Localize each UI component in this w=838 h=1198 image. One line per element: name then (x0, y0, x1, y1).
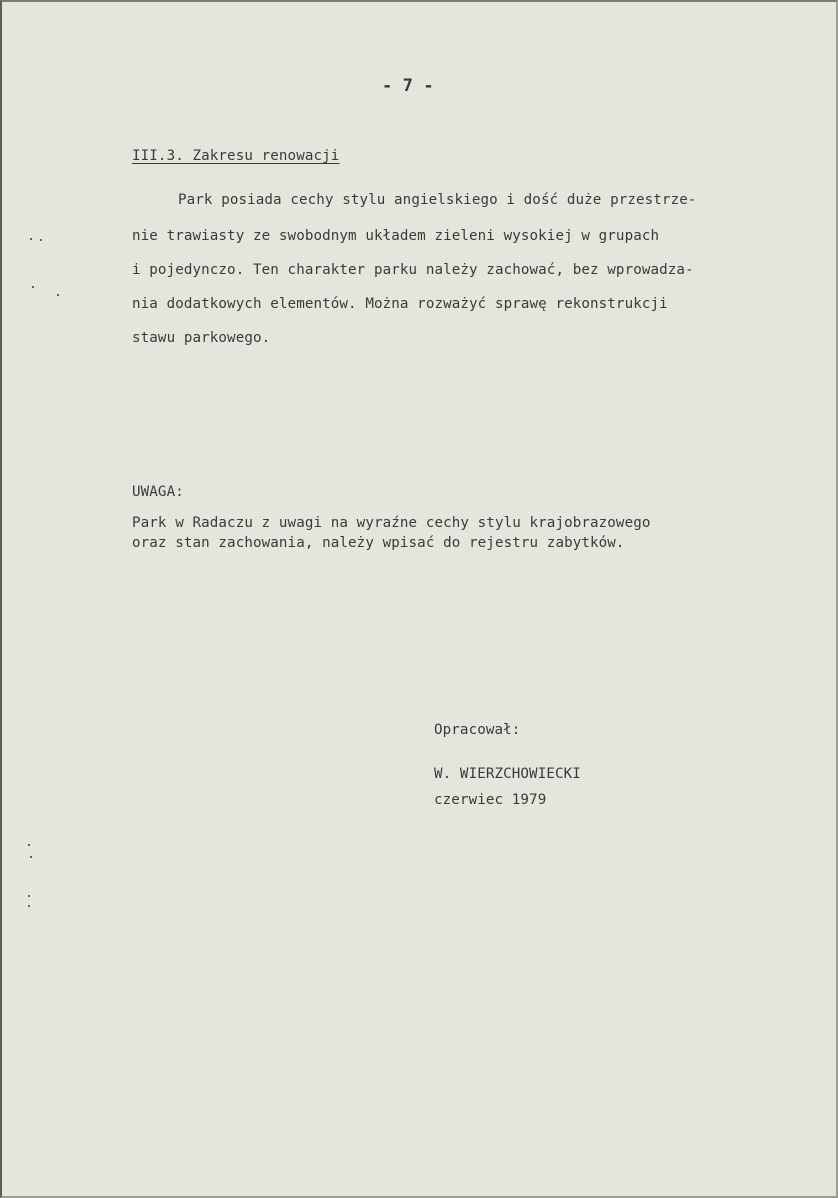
note-title: UWAGA: (132, 484, 184, 500)
scan-speck (28, 895, 30, 897)
scan-speck (32, 286, 34, 288)
scan-speck (30, 856, 32, 858)
scan-speck (30, 238, 32, 240)
scan-speck (28, 844, 30, 846)
section-heading: III.3. Zakresu renowacji (132, 148, 340, 164)
page-number: - 7 - (382, 76, 434, 96)
paragraph-line: i pojedynczo. Ten charakter parku należy zachować, bez wprowadza- (132, 262, 694, 278)
scan-speck (57, 294, 59, 296)
paragraph-line: nia dodatkowych elementów. Można rozważyć sprawę rekonstrukcji (132, 296, 668, 312)
signature-date: czerwiec 1979 (434, 792, 547, 808)
signature-author: W. WIERZCHOWIECKI (434, 766, 581, 782)
scan-speck (40, 239, 42, 241)
scan-speck (28, 905, 30, 907)
paragraph-line: Park posiada cechy stylu angielskiego i dość duże przestrze- (178, 192, 697, 208)
paragraph-line: stawu parkowego. (132, 330, 271, 346)
signature-label: Opracował: (434, 722, 521, 738)
paragraph-line: nie trawiasty ze swobodnym układem zieleni wysokiej w grupach (132, 228, 660, 244)
note-line: Park w Radaczu z uwagi na wyraźne cechy stylu krajobrazowego (132, 515, 651, 531)
note-line: oraz stan zachowania, należy wpisać do rejestru zabytków. (132, 535, 625, 551)
